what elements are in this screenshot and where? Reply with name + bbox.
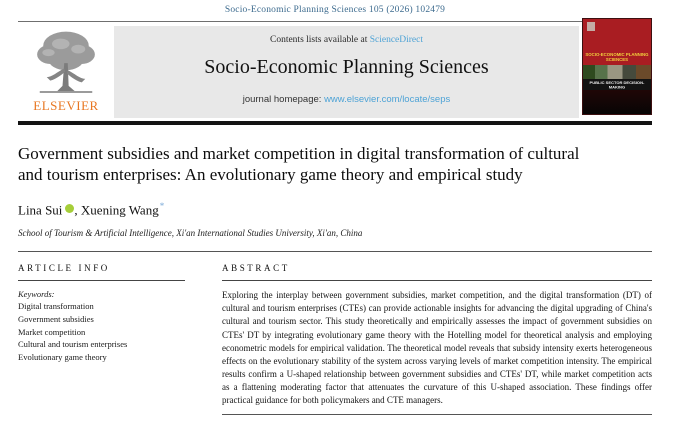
cover-photo-strip [583,65,651,79]
article-info-heading-rule [18,280,185,281]
article-title: Government subsidies and market competition in digital transformation of cultural and tourism enterprises: An evolutionary game theory and empirical study [18,144,580,184]
keywords-list [18,300,201,364]
masthead-thick-divider [18,121,652,125]
homepage-url-link[interactable]: www.elsevier.com/locate/seps [324,94,451,105]
keywords-label: Keywords: [18,289,55,300]
journal-cover-thumbnail [582,18,652,115]
article-info-heading: ARTICLE INFO [18,263,110,274]
sciencedirect-link[interactable]: ScienceDirect [369,35,423,45]
masthead-center-box [114,26,579,118]
abstract-bottom-rule [222,414,652,415]
cover-bottom-area [583,90,651,115]
section-divider [18,251,652,252]
keyword-item: Cultural and tourism enterprises [18,339,128,350]
elsevier-wordmark: ELSEVIER [33,98,99,113]
contents-line [114,35,579,45]
journal-masthead [18,26,652,118]
author-line [18,201,652,218]
abstract-heading: ABSTRACT [222,263,290,274]
abstract-text: Exploring the interplay between government subsidies, market competition, and the digital transformation (DT) of cultural and tourism enterprises (CTEs) can provide actionable insights for advancing the digital upgrading of China's cultural and tourism sector. This study theoretically and empirically assesses the impact of government subsidies on CTEs' DT by integrating evolutionary game theory with the Hotelling model for theoretical analysis and employing econometric models for empirical validation. The theoretical model reveals that subsidy intensity exerts heterogeneous effects on the evolutionary stability of the system across varying levels of market competition intensity. The empirical results confirm a U-shaped relationship between government subsidies and CTEs' DT, while market competition acts as a flattening moderating factor that attenuates the curvature of this U-shaped association. These findings offer practical guidance for both policymakers and CTE managers. [222,290,652,406]
running-head-citation: Socio-Economic Planning Sciences 105 (2026) 102479 [224,5,446,15]
cover-emblem-icon [587,22,595,31]
abstract-column [222,263,652,415]
info-abstract-columns [18,263,652,415]
abstract-heading-rule [222,280,652,281]
keyword-item: Evolutionary game theory [18,352,107,363]
affiliation: School of Tourism & Artificial Intelligence, Xi'an International Studies University, Xi'an, China [18,228,363,239]
author-name-1: Lina Sui [18,202,63,218]
elsevier-tree-icon [18,28,114,100]
elsevier-logo-block [18,26,114,118]
top-divider [18,21,652,22]
article-info-column [18,263,201,415]
keyword-item: Digital transformation [18,301,94,312]
journal-title: Socio-Economic Planning Sciences [204,56,489,78]
cover-subtitle: PUBLIC SECTOR DECISION-MAKING [589,81,645,90]
cover-journal-title: SOCIO-ECONOMIC PLANNING SCIENCES [585,53,649,63]
corresponding-author-asterisk: * [159,200,165,211]
author-name-2: Xuening Wang [80,202,159,218]
contents-prefix: Contents lists available at [269,35,370,45]
homepage-prefix: journal homepage: [242,94,325,105]
homepage-line [114,94,579,105]
keyword-item: Government subsidies [18,313,94,324]
keyword-item: Market competition [18,326,86,337]
author-separator: , [74,202,81,218]
